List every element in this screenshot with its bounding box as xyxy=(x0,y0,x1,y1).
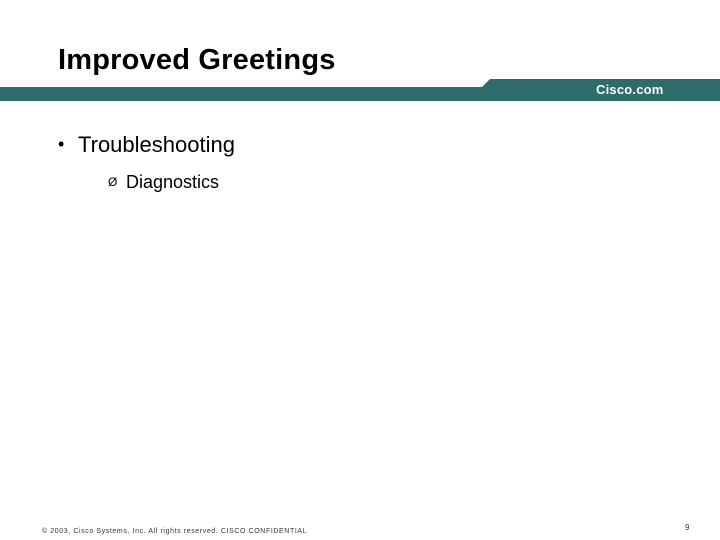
bullet-text: Troubleshooting xyxy=(78,132,235,157)
page-number: 9 xyxy=(685,523,690,532)
bullet-text: Diagnostics xyxy=(126,172,220,192)
bullet-dot-icon: • xyxy=(58,134,65,154)
slide-title: Improved Greetings xyxy=(58,44,336,76)
copyright-footer: © 2003, Cisco Systems, Inc. All rights reserved. CISCO CONFIDENTIAL xyxy=(42,528,308,535)
bullet-item-level1 xyxy=(58,132,235,158)
bullet-arrow-icon: Ø xyxy=(108,175,118,189)
brand-label: Cisco.com xyxy=(596,82,664,97)
bullet-item-level2 xyxy=(108,172,219,193)
